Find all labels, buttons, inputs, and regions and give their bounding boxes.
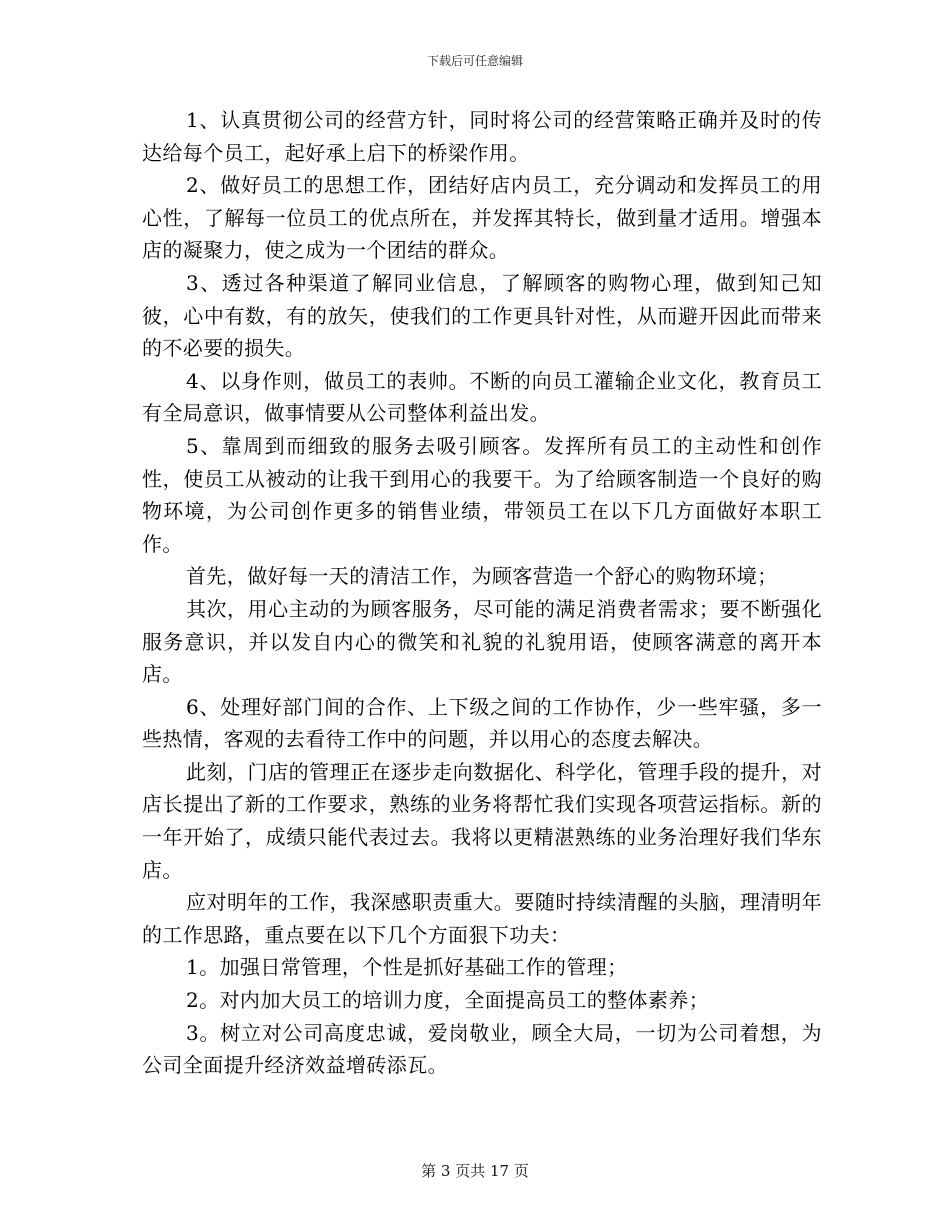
- paragraph-first: 首先，做好每一天的清洁工作，为顾客营造一个舒心的购物环境；: [186, 564, 778, 589]
- paragraph-3: 3、透过各种渠道了解同业信息，了解顾客的购物心理，做到知己知彼，心中有数，有的放矢，使我们的工作更具针对性，从而避开因此而带来的不必要的损失。: [142, 270, 822, 361]
- list-item-3: 3。树立对公司高度忠诚，爱岗敬业，顾全大局，一切为公司着想，为公司全面提升经济效益增砖添瓦。: [142, 1020, 822, 1078]
- page-footer: 第 3 页共 17 页: [421, 1162, 529, 1180]
- paragraph-second: 其次，用心主动的为顾客服务，尽可能的满足消费者需求；要不断强化服务意识，并以发自内心的微笑和礼貌的礼貌用语，使顾客满意的离开本店。: [142, 596, 822, 687]
- document-body: [142, 104, 822, 1082]
- paragraph-1: 1、认真贯彻公司的经营方针，同时将公司的经营策略正确并及时的传达给每个员工，起好承上启下的桥梁作用。: [142, 108, 822, 165]
- list-item-1: 1。加强日常管理，个性是抓好基础工作的管理；: [186, 955, 628, 980]
- paragraph-4: 4、以身作则，做员工的表帅。不断的向员工灌输企业文化，教育员工有全局意识，做事情要从公司整体利益出发。: [142, 368, 822, 426]
- paragraph-now: 此刻，门店的管理正在逐步走向数据化、科学化，管理手段的提升，对店长提出了新的工作要求，熟练的业务将帮忙我们实现各项营运指标。新的一年开始了，成绩只能代表过去。我将以更精湛熟练的业务治理好我们华东店。: [142, 759, 822, 882]
- paragraph-2: 2、做好员工的思想工作，团结好店内员工，充分调动和发挥员工的用心性，了解每一位员工的优点所在，并发挥其特长，做到量才适用。增强本店的凝聚力，使之成为一个团结的群众。: [142, 173, 822, 263]
- paragraph-next-year: 应对明年的工作，我深感职责重大。要随时持续清醒的头脑，理清明年的工作思路，重点要在以下几个方面狠下功夫：: [142, 890, 822, 947]
- list-item-2: 2。对内加大员工的培训力度，全面提高员工的整体素养；: [186, 988, 710, 1013]
- paragraph-5: 5、靠周到而细致的服务去吸引顾客。发挥所有员工的主动性和创作性，使员工从被动的让我干到用心的我要干。为了给顾客制造一个良好的购物环境，为公司创作更多的销售业绩，带领员工在以下几方面做好本职工作。: [142, 433, 822, 556]
- page-header: 下载后可任意编辑: [426, 54, 523, 68]
- paragraph-6: 6、处理好部门间的合作、上下级之间的工作协作，少一些牢骚，多一些热情，客观的去看待工作中的问题，并以用心的态度去解决。: [142, 694, 822, 752]
